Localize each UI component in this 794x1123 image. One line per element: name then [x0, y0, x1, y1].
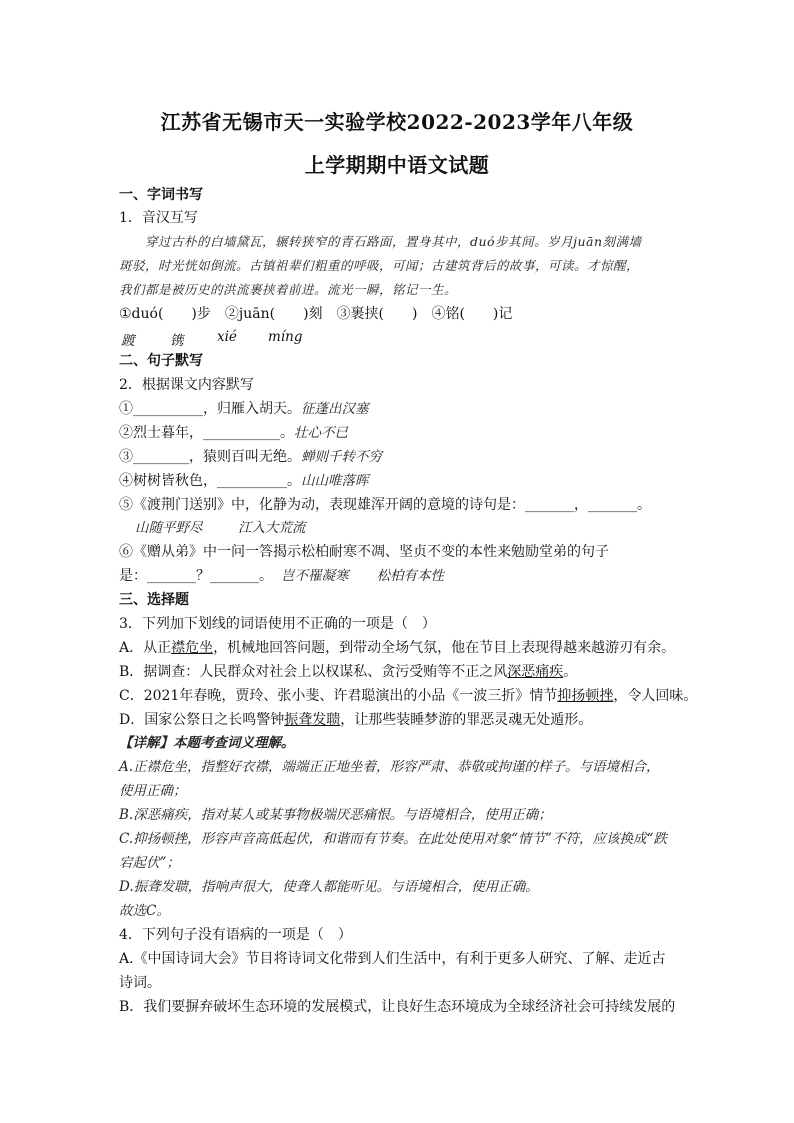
answer-1-4: míng [268, 329, 303, 345]
explanation-a-line-2: 使用正确； [119, 783, 187, 799]
section-heading-1: 一、字词书写 [119, 187, 203, 203]
question-3-option-b [119, 663, 689, 681]
q3-a-pre: A．从正 [119, 640, 172, 656]
section-heading-3: 三、选择题 [119, 592, 189, 608]
question-2-label: 2．根据课文内容默写 [119, 377, 254, 393]
question-2-line-5: ⑤《渡荆门送别》中，化静为动，表现雄浑开阔的意境的诗句是：_______，_______。 [119, 497, 651, 513]
question-3-option-c [119, 687, 698, 705]
q2-l1-answer: 征蓬出汉塞 [301, 401, 369, 417]
q3-c-post: ，令人回味。 [613, 688, 698, 704]
q3-d-post: ，让那些装睡梦游的罪恶灵魂无处遁形。 [340, 712, 593, 728]
question-2-line-1 [119, 400, 689, 418]
passage-line-1: 穿过古朴的白墙黛瓦，辗转狭窄的青石路面，置身其中，duó步其间。岁月juān刻满墙 [145, 234, 642, 249]
question-4-option-a-line-2: 诗词。 [119, 975, 161, 991]
q3-a-underlined: 襟危坐 [171, 640, 214, 656]
explanation-a-line-1: A.正襟危坐，指整好衣襟，端端正正地坐着，形容严肃、恭敬或拘谨的样子。与语境相合， [119, 759, 660, 775]
document-title-line1: 江苏省无锡市天一实验学校2022-2023学年八年级 [160, 110, 634, 134]
q2-l3-answer: 蝉则千转不穷 [301, 449, 382, 465]
question-4-option-b-line-1: B．我们要摒弃破坏生态环境的发展模式，让良好生态环境成为全球经济社会可持续发展的 [119, 999, 676, 1015]
q3-b-underlined: 深恶痛疾 [507, 664, 564, 680]
q3-d-underlined: 振聋发聩 [284, 712, 341, 728]
q2-l2-answer: 壮心不已 [294, 425, 348, 441]
q3-a-post: ，机械地回答问题，到带动全场气氛，他在节目上表现得越来越游刃有余。 [213, 640, 676, 656]
question-1-items: ①duó( )步 ②juān( )刻 ③裹挟( ) ④铭( )记 [119, 306, 513, 322]
question-2-line-6: ⑥《赠从弟》中一问一答揭示松柏耐寒不凋、坚贞不变的本性来勉励堂弟的句子 [119, 544, 609, 560]
explanation-c-line-2: 宕起伏”； [119, 855, 180, 871]
passage-line-2: 斑驳，时光恍如倒流。古镇祖辈们粗重的呼吸，可闻；古建筑背后的故事，可读。才惊醒， [119, 258, 640, 273]
answer-1-3: xié [217, 329, 237, 345]
q3-d-pre: D．国家公祭日之长鸣警钟 [119, 712, 285, 728]
q2-l7-text: 是：_______？_______。 [119, 568, 273, 584]
q3-b-post: 。 [563, 664, 578, 680]
question-2-line-7 [119, 567, 689, 585]
explanation-final: 故选C。 [119, 903, 170, 919]
passage-line-3: 我们都是被历史的洪流裹挟着前进。流光一瞬，铭记一生。 [119, 282, 458, 297]
q2-l5-answer-2: 江入大荒流 [238, 520, 306, 536]
q2-l5-answer-1: 山随平野尽 [135, 520, 203, 536]
question-4-option-a-line-1: A.《中国诗词大会》节目将诗词文化带到人们生活中，有利于更多人研究、了解、走近古 [119, 951, 666, 967]
q2-l7-answer-2: 松柏有本性 [376, 568, 444, 584]
section-heading-2: 二、句子默写 [119, 353, 203, 369]
question-2-line-3 [119, 448, 689, 466]
explanation-b: B.深恶痛疾，指对某人或某事物极端厌恶痛恨。与语境相合，使用正确； [119, 807, 552, 823]
q2-l1-text: ①__________，归雁入胡天。 [119, 401, 301, 417]
explanation-d: D.振聋发聩，指响声很大，使聋人都能听见。与语境相合，使用正确。 [119, 879, 539, 895]
q2-l4-text: ④树树皆秋色，__________。 [119, 473, 301, 489]
question-1-label: 1．音汉互写 [119, 210, 198, 226]
question-2-line-4 [119, 472, 689, 490]
q2-l4-answer: 山山唯落晖 [301, 473, 369, 489]
question-3-option-a [119, 639, 689, 657]
question-4-stem: 4．下列句子没有语病的一项是（ ） [119, 927, 352, 943]
explanation-c-line-1: C.抑扬顿挫，形容声音高低起伏，和谐而有节奏。在此处使用对象“情节”不符，应该换成“跌 [119, 831, 667, 847]
question-3-option-d [119, 711, 689, 729]
explanation-heading: 【详解】本题考查词义理解。 [119, 735, 295, 751]
q3-b-pre: B．据调查：人民群众对社会上以权谋私、贪污受贿等不正之风 [119, 664, 508, 680]
answer-1-2: 镌 [170, 333, 184, 349]
question-3-stem: 3．下列加下划线的词语使用不正确的一项是（ ） [119, 616, 436, 632]
document-title-line2: 上学期期中语文试题 [304, 153, 490, 177]
q2-l3-text: ③________，猿则百叫无绝。 [119, 449, 301, 465]
q2-l7-answer-1: 岂不罹凝寒 [281, 568, 349, 584]
answer-1-1: 踱 [121, 333, 135, 349]
q3-c-underlined: 抑扬顿挫 [557, 688, 614, 704]
question-2-line-2 [119, 424, 689, 442]
q3-c-pre: C．2021年春晚，贾玲、张小斐、许君聪演出的小品《一波三折》情节 [119, 688, 558, 704]
q2-l2-text: ②烈士暮年，___________。 [119, 425, 294, 441]
